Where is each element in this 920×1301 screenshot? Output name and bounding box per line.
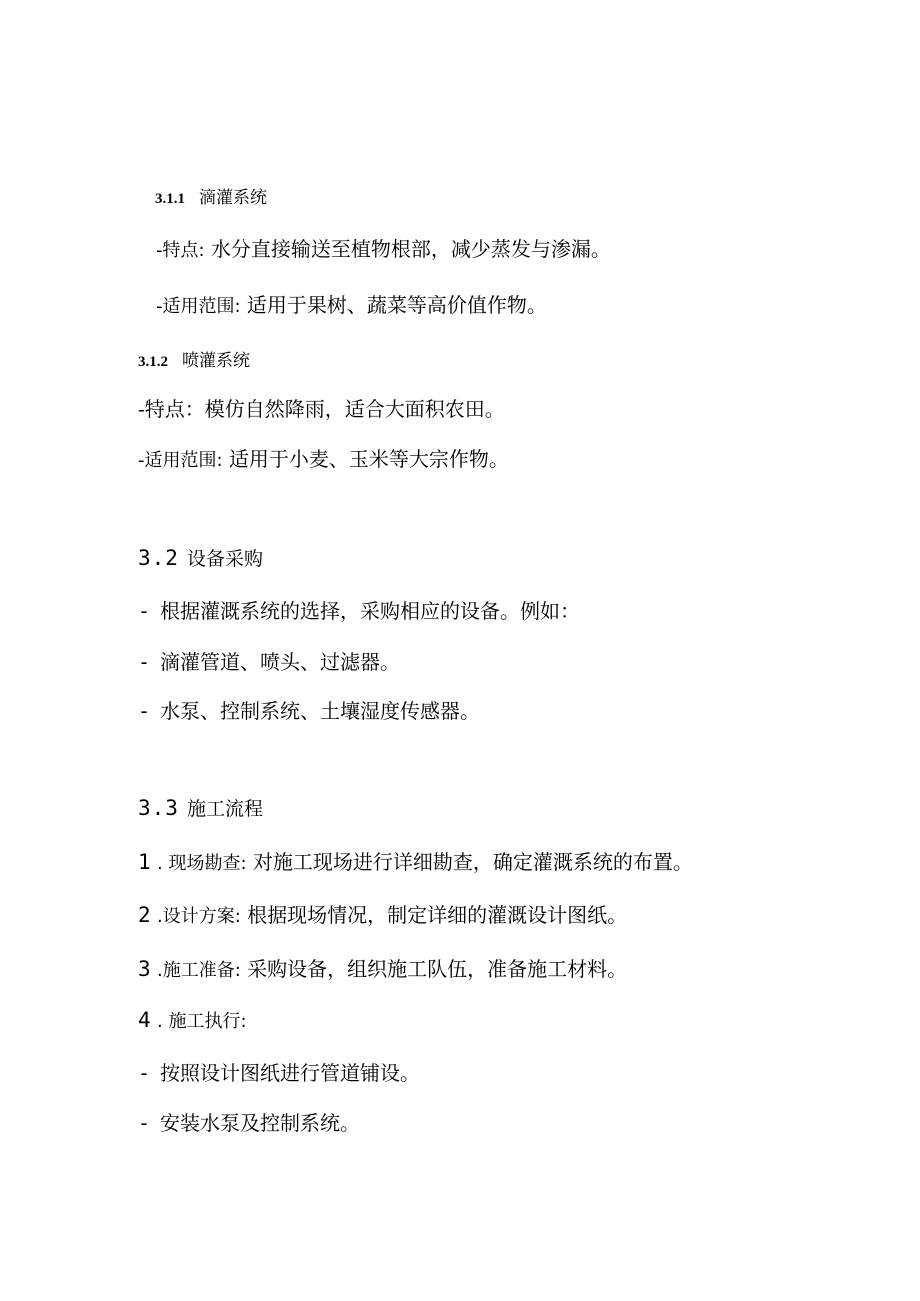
drip-feature-line [156, 233, 611, 262]
process-step [138, 899, 627, 928]
step-number: 4 [138, 1008, 151, 1032]
item-label: -特点： [138, 397, 205, 421]
item-text: 安装水泵及控制系统。 [160, 1111, 361, 1135]
item-text: 水泵、控制系统、土壤湿度传感器。 [160, 699, 481, 723]
dash-marker: - [138, 699, 151, 723]
item-text: 水分直接输送至植物根部，减少蒸发与渗漏。 [210, 237, 611, 261]
step-number: 1 [138, 850, 151, 874]
section-title: 设备采购 [186, 548, 263, 570]
step-label: .施工准备: [157, 960, 241, 981]
dash-marker: - [138, 599, 151, 623]
section-heading-3-3 [138, 794, 263, 821]
item-text: 滴灌管道、喷头、过滤器。 [160, 650, 401, 674]
section-heading-3-2 [138, 544, 263, 571]
item-text: 适用于小麦、玉米等大宗作物。 [228, 447, 509, 471]
process-step [138, 846, 693, 875]
subsection-title: 喷灌系统 [182, 351, 250, 371]
subsection-heading-3-1-1 [155, 183, 267, 208]
procurement-item [138, 695, 480, 724]
subsection-title: 滴灌系统 [199, 188, 267, 208]
execution-item [138, 1057, 420, 1086]
section-number: 3.2 [138, 546, 179, 570]
sprinkler-scope-line [138, 443, 509, 472]
procurement-item [138, 646, 400, 675]
execution-item [138, 1107, 360, 1136]
step-text: 根据现场情况，制定详细的灌溉设计图纸。 [247, 903, 628, 927]
section-title: 施工流程 [186, 798, 263, 820]
step-label: . 施工执行: [157, 1011, 247, 1032]
sprinkler-feature-line [138, 393, 505, 422]
item-text: 模仿自然降雨，适合大面积农田。 [204, 397, 505, 421]
step-label: .设计方案: [157, 906, 241, 927]
step-text: 对施工现场进行详细勘查，确定灌溉系统的布置。 [252, 850, 693, 874]
item-label: -适用范围: [138, 450, 223, 471]
step-number: 3 [138, 957, 151, 981]
subsection-heading-3-1-2 [138, 346, 250, 371]
step-label: . 现场勘查: [157, 853, 247, 874]
dash-marker: - [138, 650, 151, 674]
item-text: 适用于果树、蔬菜等高价值作物。 [246, 293, 547, 317]
process-step [138, 953, 627, 982]
item-text: 根据灌溉系统的选择，采购相应的设备。例如： [160, 599, 581, 623]
item-label: -适用范围: [156, 296, 241, 317]
process-step [138, 1007, 247, 1033]
dash-marker: - [138, 1111, 151, 1135]
item-text: 按照设计图纸进行管道铺设。 [160, 1061, 421, 1085]
section-number: 3.3 [138, 796, 179, 820]
dash-marker: - [138, 1061, 151, 1085]
item-label: -特点: [156, 240, 205, 261]
step-text: 采购设备，组织施工队伍，准备施工材料。 [247, 957, 628, 981]
subsection-number: 3.1.1 [155, 191, 185, 207]
procurement-item [138, 595, 580, 624]
step-number: 2 [138, 903, 151, 927]
subsection-number: 3.1.2 [138, 354, 168, 370]
drip-scope-line [156, 289, 547, 318]
